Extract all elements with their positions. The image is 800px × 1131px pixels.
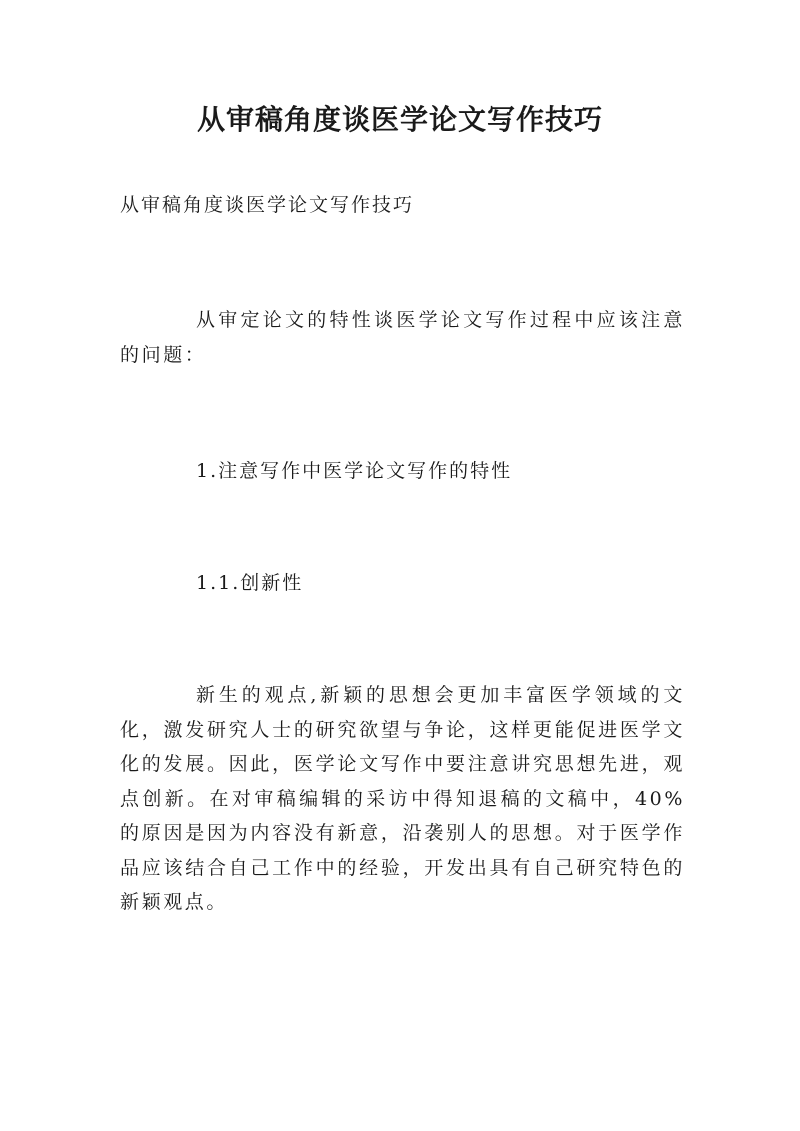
section-heading-1-1: 1.1.创新性 [196, 572, 304, 594]
document-title: 从审稿角度谈医学论文写作技巧 [196, 103, 603, 136]
intro-paragraph: 从审定论文的特性谈医学论文写作过程中应该注意的问题： [120, 309, 685, 366]
section-heading-1: 1.注意写作中医学论文写作的特性 [196, 460, 513, 482]
document-subtitle: 从审稿角度谈医学论文写作技巧 [120, 194, 415, 216]
body-paragraph: 新生的观点,新颖的思想会更加丰富医学领域的文化，激发研究人士的研究欲望与争论，这样更能促进医学文化的发展。因此，医学论文写作中要注意讲究思想先进，观点创新。在对审稿编辑的采访中得知退稿的文稿中，40%的原因是因为内容没有新意，沿袭别人的思想。对于医学作品应该结合自己工作中的经验，开发出具有自己研究特色的新颖观点。 [120, 684, 685, 913]
